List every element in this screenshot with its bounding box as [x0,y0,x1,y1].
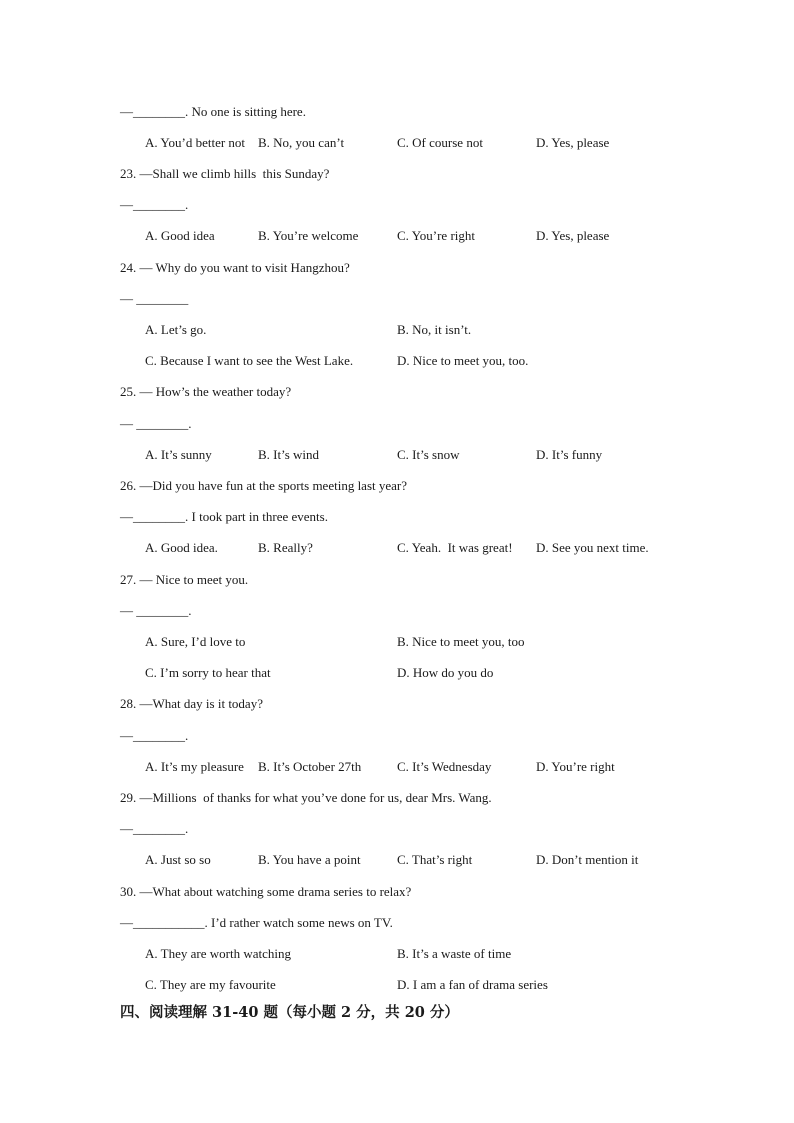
q27-option-c: C. I’m sorry to hear that [145,665,271,680]
q22-answer-line: —________. No one is sitting here. [120,104,306,119]
section-heading-reading: 四、阅读理解 31-40 题（每小题 2 分，共 20 分） [120,1004,459,1021]
q27-stem: 27. — Nice to meet you. [120,572,249,587]
q29-option-a: A. Just so so [145,852,211,867]
q26-stem: 26. —Did you have fun at the sports meeting last year? [120,478,408,493]
q25-option-a: A. It’s sunny [145,447,212,462]
q28-option-c: C. It’s Wednesday [397,759,492,774]
q24-option-c: C. Because I want to see the West Lake. [145,353,354,368]
q28-answer-line: —________. [120,728,189,743]
q26-option-d: D. See you next time. [536,540,649,555]
q28-option-b: B. It’s October 27th [258,759,362,774]
q24-option-a: A. Let’s go. [145,322,207,337]
q27-option-d: D. How do you do [397,665,494,680]
q25-option-c: C. It’s snow [397,447,460,462]
q24-stem: 24. — Why do you want to visit Hangzhou? [120,260,350,275]
q22-option-a: A. You’d better not [145,135,246,150]
q22-option-d: D. Yes, please [536,135,610,150]
q23-option-d: D. Yes, please [536,228,610,243]
q29-answer-line: —________. [120,821,189,836]
q30-option-d: D. I am a fan of drama series [397,977,548,992]
q22-option-b: B. No, you can’t [258,135,345,150]
q30-option-a: A. They are worth watching [145,946,291,961]
q29-stem: 29. —Millions of thanks for what you’ve done for us, dear Mrs. Wang. [120,790,492,805]
q29-option-d: D. Don’t mention it [536,852,639,867]
q25-option-b: B. It’s wind [258,447,320,462]
q27-option-a: A. Sure, I’d love to [145,634,246,649]
q28-option-a: A. It’s my pleasure [145,759,244,774]
q26-option-b: B. Really? [258,540,313,555]
q30-option-b: B. It’s a waste of time [397,946,512,961]
q28-option-d: D. You’re right [536,759,615,774]
q23-option-b: B. You’re welcome [258,228,359,243]
q23-option-a: A. Good idea [145,228,215,243]
q27-option-b: B. Nice to meet you, too [397,634,525,649]
q26-option-a: A. Good idea. [145,540,218,555]
q25-option-d: D. It’s funny [536,447,603,462]
q26-answer-line: —________. I took part in three events. [120,509,328,524]
q23-answer-line: —________. [120,197,189,212]
q24-option-b: B. No, it isn’t. [397,322,472,337]
q30-answer-line: —___________. I’d rather watch some news on TV. [120,915,393,930]
q25-stem: 25. — How’s the weather today? [120,384,292,399]
q26-option-c: C. Yeah. It was great! [397,540,513,555]
q22-option-c: C. Of course not [397,135,483,150]
q30-option-c: C. They are my favourite [145,977,276,992]
q28-stem: 28. —What day is it today? [120,696,263,711]
q29-option-c: C. That’s right [397,852,473,867]
q29-option-b: B. You have a point [258,852,361,867]
q27-answer-line: — ________. [120,603,192,618]
q24-answer-line: — ________ [120,291,189,306]
q25-answer-line: — ________. [120,416,192,431]
q24-option-d: D. Nice to meet you, too. [397,353,529,368]
q30-stem: 30. —What about watching some drama series to relax? [120,884,412,899]
q23-option-c: C. You’re right [397,228,476,243]
q23-stem: 23. —Shall we climb hills this Sunday? [120,166,330,181]
